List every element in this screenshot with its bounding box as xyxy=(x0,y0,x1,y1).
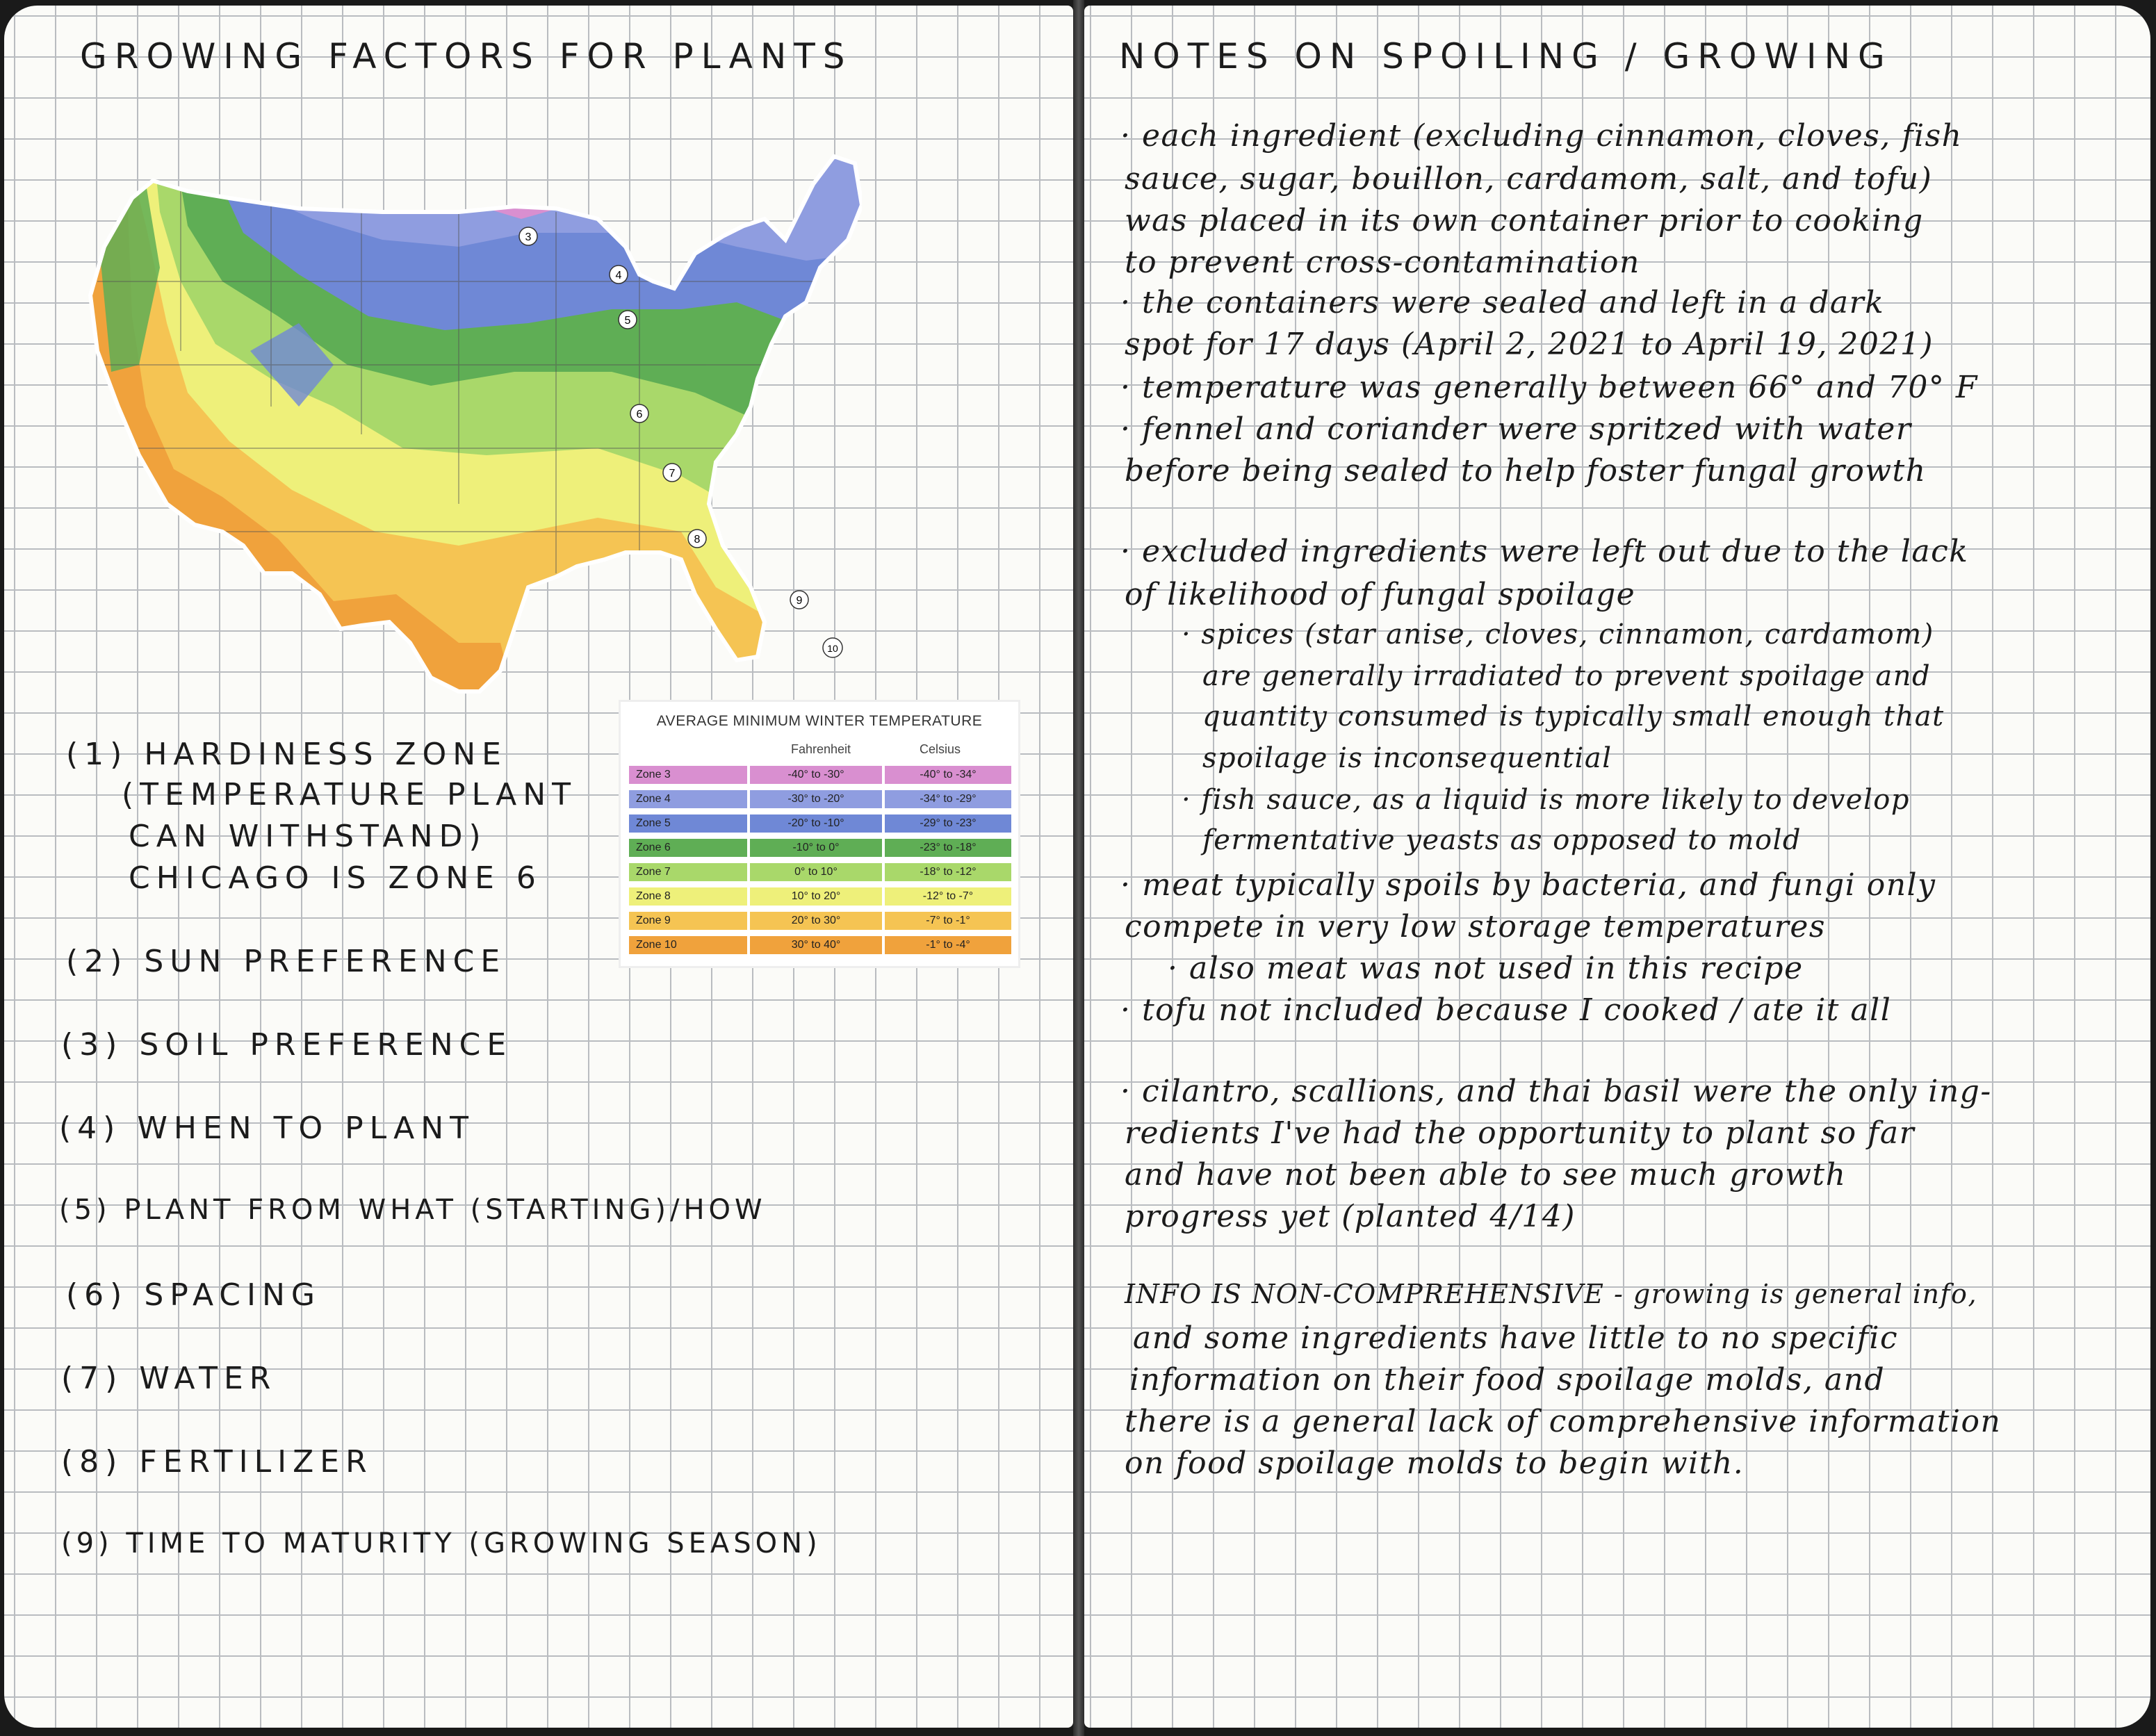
svg-text:10: 10 xyxy=(827,643,838,654)
legend-cell-zone: Zone 7 xyxy=(629,863,747,881)
legend-title: AVERAGE MINIMUM WINTER TEMPERATURE xyxy=(656,713,983,729)
factor-line: (7) WATER xyxy=(61,1361,277,1396)
factor-line: (TEMPERATURE PLANT xyxy=(122,777,578,812)
legend-cell-f: 0° to 10° xyxy=(750,863,882,881)
legend-cell-f: -30° to -20° xyxy=(750,790,882,808)
note-line: · fish sauce, as a liquid is more likely to develop xyxy=(1182,784,1910,816)
us-map-illustration xyxy=(70,142,862,698)
factor-line: (2) SUN PREFERENCE xyxy=(66,944,507,979)
note-line: · fennel and coriander were spritzed with water xyxy=(1120,411,1912,447)
zone-marker-8 xyxy=(688,530,706,548)
note-line: was placed in its own container prior to cooking xyxy=(1125,203,1924,238)
legend-row xyxy=(629,863,1011,883)
legend-cell-c: -29° to -23° xyxy=(885,814,1011,833)
zone-marker-10 xyxy=(823,638,842,657)
zone-marker-4 xyxy=(610,265,628,284)
factor-line: (1) HARDINESS ZONE xyxy=(66,737,507,772)
svg-text:5: 5 xyxy=(624,315,631,327)
zone-marker-7 xyxy=(663,464,681,482)
note-line: · also meat was not used in this recipe xyxy=(1168,951,1804,986)
note-line: compete in very low storage temperatures xyxy=(1125,909,1826,944)
legend-cell-zone: Zone 8 xyxy=(629,887,747,906)
legend-cell-f: -20° to -10° xyxy=(750,814,882,833)
note-line: progress yet (planted 4/14) xyxy=(1125,1199,1576,1234)
legend-cell-f: 30° to 40° xyxy=(750,936,882,954)
hardiness-zone-map xyxy=(70,142,862,698)
legend-cell-c: -23° to -18° xyxy=(885,839,1011,857)
note-line: · each ingredient (excluding cinnamon, cloves, fish xyxy=(1120,118,1963,154)
legend-cell-c: -18° to -12° xyxy=(885,863,1011,881)
note-line: before being sealed to help foster fungal growth xyxy=(1125,453,1927,489)
notebook-gutter xyxy=(1073,0,1084,1736)
legend-row xyxy=(629,790,1011,810)
legend-row xyxy=(629,839,1011,858)
legend-cell-c: -12° to -7° xyxy=(885,887,1011,906)
zone-marker-3 xyxy=(519,227,537,245)
factor-line: (8) FERTILIZER xyxy=(61,1444,373,1480)
legend-row xyxy=(629,912,1011,931)
factor-line: (3) SOIL PREFERENCE xyxy=(61,1027,513,1063)
factor-line: CHICAGO IS ZONE 6 xyxy=(129,860,542,896)
right-page-title: NOTES ON SPOILING / GROWING xyxy=(1119,36,1893,76)
left-page-title: GROWING FACTORS FOR PLANTS xyxy=(80,36,853,76)
legend-cell-c: -1° to -4° xyxy=(885,936,1011,954)
zone-marker-5 xyxy=(619,311,637,329)
note-line: INFO IS NON-COMPREHENSIVE - growing is general info, xyxy=(1125,1279,1978,1309)
factor-line: CAN WITHSTAND) xyxy=(129,819,487,854)
note-line: · meat typically spoils by bacteria, and fungi only xyxy=(1120,867,1936,903)
factor-line: (9) TIME TO MATURITY (GROWING SEASON) xyxy=(61,1528,822,1559)
legend-cell-zone: Zone 10 xyxy=(629,936,747,954)
note-line: are generally irradiated to prevent spoilage and xyxy=(1202,660,1932,692)
note-line: · the containers were sealed and left in a dark xyxy=(1120,285,1885,320)
legend-cell-zone: Zone 5 xyxy=(629,814,747,833)
note-line: and some ingredients have little to no specific xyxy=(1133,1320,1899,1356)
legend-header-celsius: Celsius xyxy=(920,742,961,756)
legend-cell-zone: Zone 3 xyxy=(629,766,747,784)
legend-cell-c: -34° to -29° xyxy=(885,790,1011,808)
legend-cell-zone: Zone 9 xyxy=(629,912,747,930)
note-line: fermentative yeasts as opposed to mold xyxy=(1202,824,1802,856)
svg-text:7: 7 xyxy=(669,468,676,480)
svg-text:8: 8 xyxy=(694,534,701,546)
note-line: to prevent cross-contamination xyxy=(1125,245,1640,280)
note-line: quantity consumed is typically small enough that xyxy=(1202,701,1945,732)
legend-header-fahrenheit: Fahrenheit xyxy=(791,742,851,756)
factor-line: (6) SPACING xyxy=(66,1277,321,1313)
legend-cell-f: 20° to 30° xyxy=(750,912,882,930)
note-line: · spices (star anise, cloves, cinnamon, cardamom) xyxy=(1182,619,1934,650)
temperature-legend xyxy=(621,702,1018,966)
legend-cell-f: 10° to 20° xyxy=(750,887,882,906)
zone-marker-6 xyxy=(630,404,648,423)
legend-cell-c: -40° to -34° xyxy=(885,766,1011,784)
note-line: sauce, sugar, bouillon, cardamom, salt, and tofu) xyxy=(1125,161,1933,197)
factor-line: (4) WHEN TO PLANT xyxy=(59,1111,475,1146)
legend-row xyxy=(629,814,1011,834)
note-line: · tofu not included because I cooked / ate it all xyxy=(1120,992,1892,1028)
legend-cell-zone: Zone 6 xyxy=(629,839,747,857)
legend-row xyxy=(629,766,1011,785)
note-line: · cilantro, scallions, and thai basil were the only ing- xyxy=(1120,1074,1992,1109)
legend-cell-zone: Zone 4 xyxy=(629,790,747,808)
note-line: information on their food spoilage molds, and xyxy=(1129,1362,1886,1398)
factor-line: (5) PLANT FROM WHAT (STARTING)/HOW xyxy=(59,1194,767,1226)
legend-cell-f: -10° to 0° xyxy=(750,839,882,857)
legend-row xyxy=(629,887,1011,907)
legend-cell-c: -7° to -1° xyxy=(885,912,1011,930)
svg-text:9: 9 xyxy=(796,595,803,607)
svg-text:4: 4 xyxy=(615,270,622,281)
note-line: and have not been able to see much growth xyxy=(1125,1157,1847,1193)
note-line: · excluded ingredients were left out due to the lack xyxy=(1120,534,1969,569)
note-line: spoilage is inconsequential xyxy=(1202,742,1612,774)
note-line: · temperature was generally between 66° and 70° F xyxy=(1120,370,1978,405)
zone-marker-9 xyxy=(790,591,808,609)
note-line: of likelihood of fungal spoilage xyxy=(1125,577,1636,612)
note-line: there is a general lack of comprehensive information xyxy=(1125,1404,2002,1439)
note-line: spot for 17 days (April 2, 2021 to April 19, 2021) xyxy=(1125,327,1934,362)
legend-row xyxy=(629,936,1011,956)
svg-text:6: 6 xyxy=(636,409,643,420)
svg-text:3: 3 xyxy=(525,231,532,243)
note-line: on food spoilage molds to begin with. xyxy=(1125,1446,1745,1481)
note-line: redients I've had the opportunity to plant so far xyxy=(1125,1115,1916,1151)
legend-cell-f: -40° to -30° xyxy=(750,766,882,784)
